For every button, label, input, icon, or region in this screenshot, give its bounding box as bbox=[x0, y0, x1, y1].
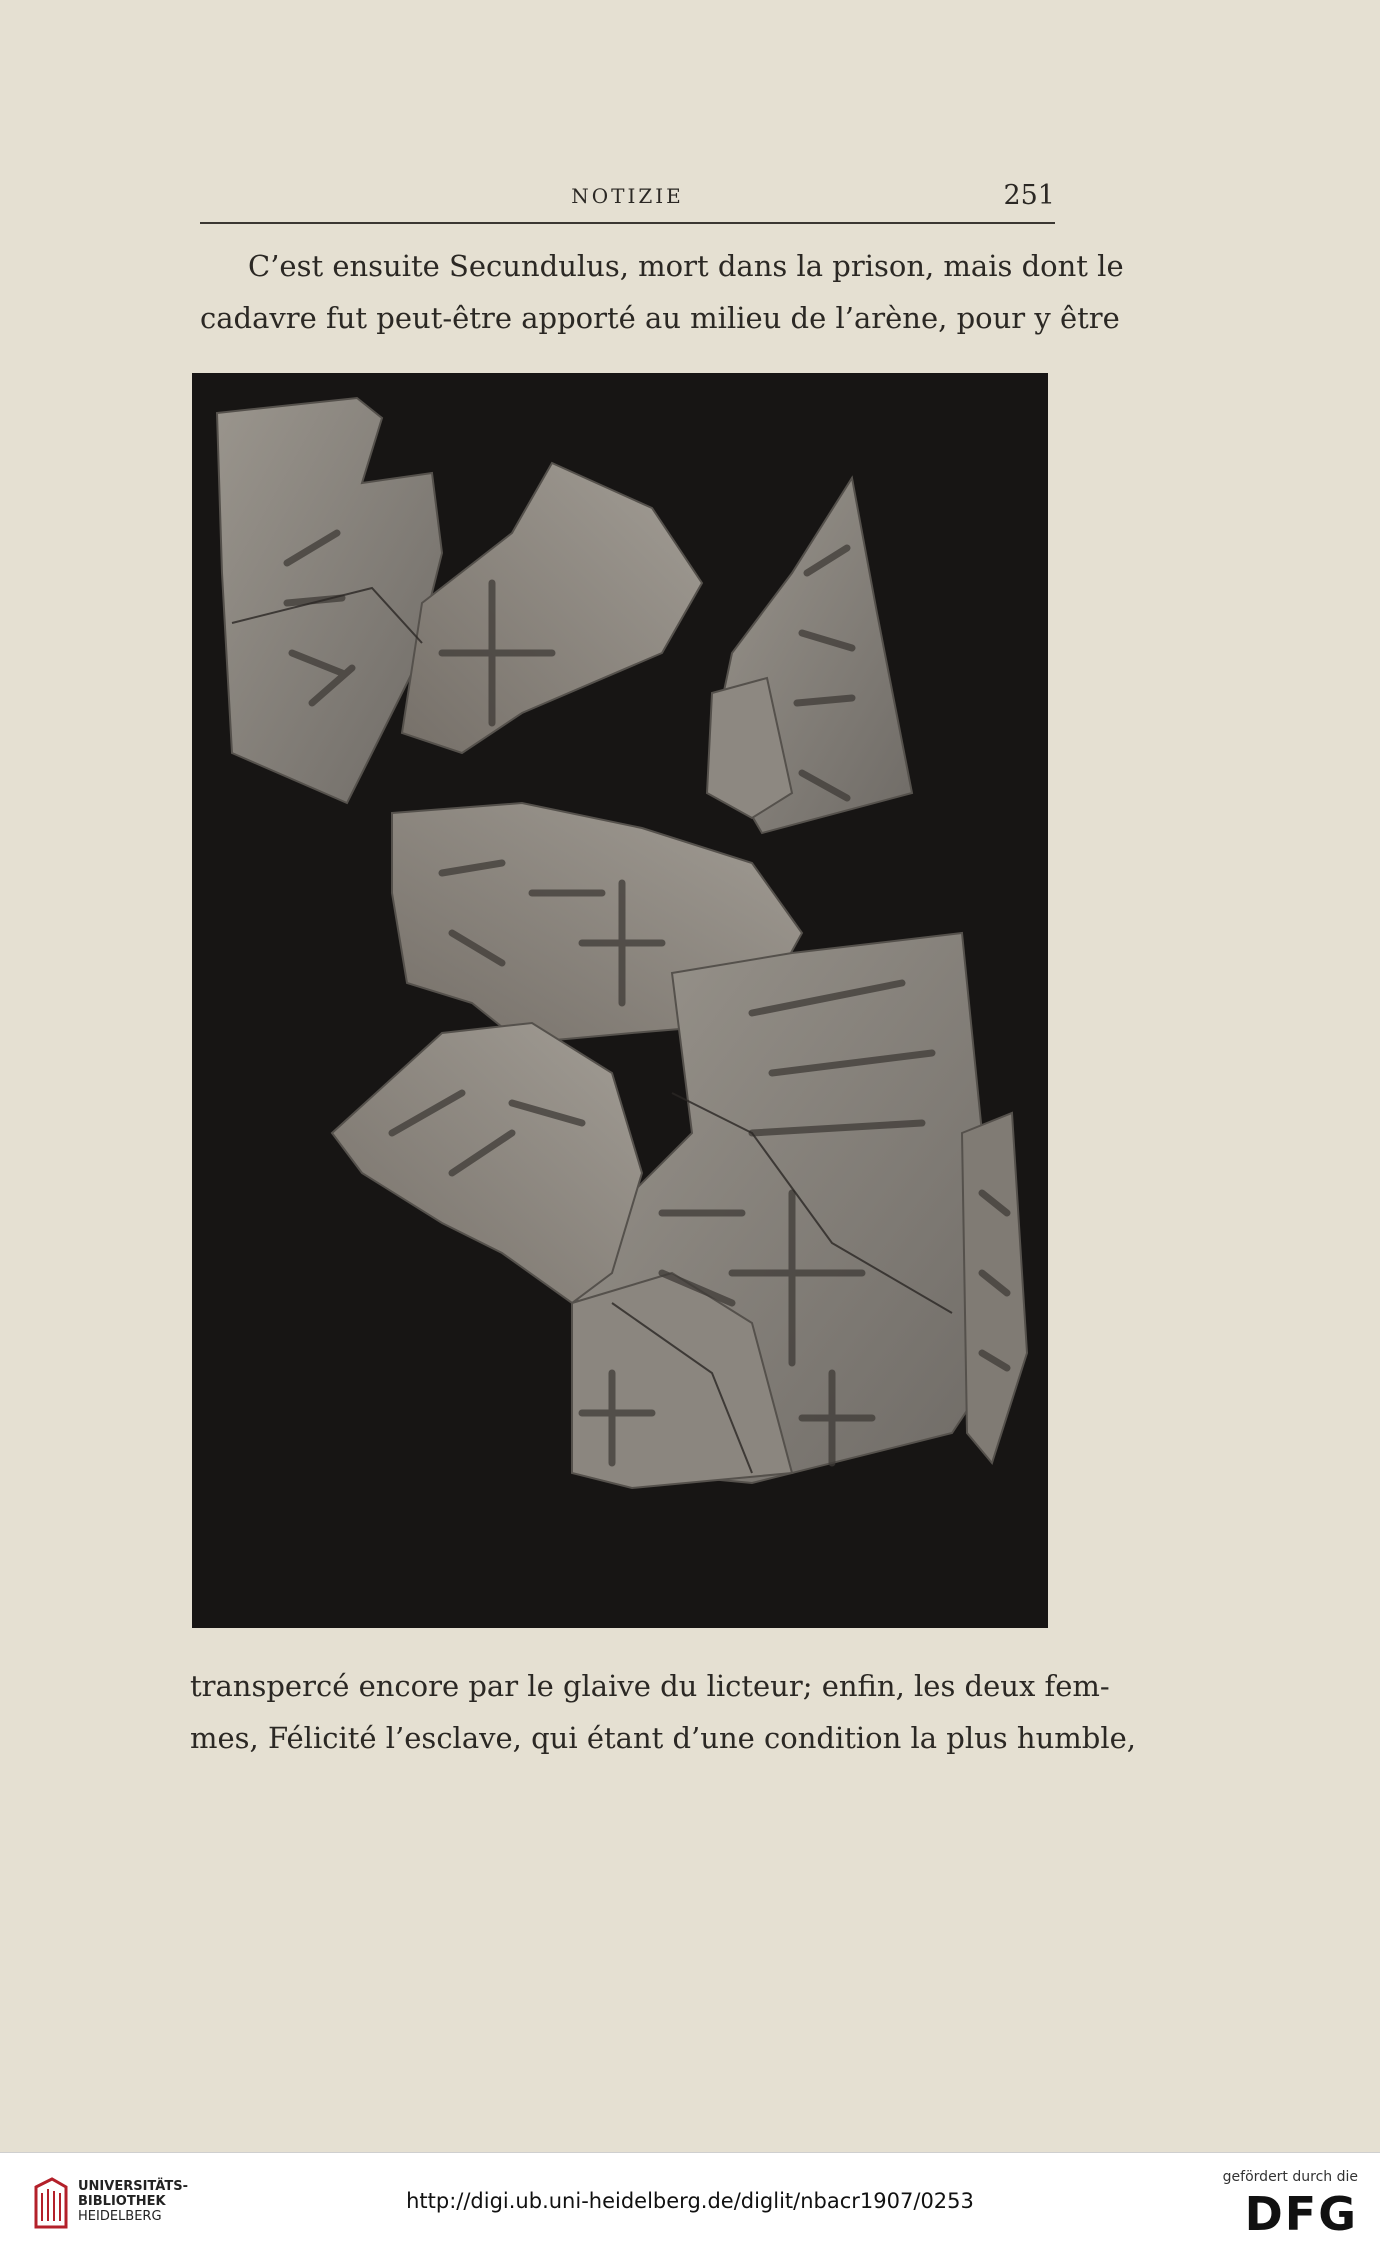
text-line: C’est ensuite Secundulus, mort dans la prison, mais dont le bbox=[248, 249, 1124, 283]
funded-label: gefördert durch die bbox=[1222, 2169, 1358, 2185]
viewer-footer bbox=[0, 2152, 1380, 2253]
paragraph-top bbox=[200, 240, 1124, 344]
library-line: BIBLIOTHEK bbox=[78, 2194, 166, 2209]
page-number: 251 bbox=[1003, 180, 1055, 211]
permalink-url[interactable]: http://digi.ub.uni-heidelberg.de/diglit/nbacr1907/0253 bbox=[406, 2189, 974, 2213]
text-line: mes, Félicité l’esclave, qui étant d’une condition la plus humble, bbox=[190, 1721, 1136, 1755]
paragraph-bottom bbox=[190, 1660, 1136, 1764]
running-title: NOTIZIE bbox=[571, 184, 684, 208]
library-line: HEIDELBERG bbox=[78, 2209, 162, 2224]
text-line: transpercé encore par le glaive du licteur; enfin, les deux fem- bbox=[190, 1669, 1110, 1703]
library-line: UNIVERSITÄTS- bbox=[78, 2179, 188, 2194]
text-line: cadavre fut peut-être apporté au milieu de l’arène, pour y être bbox=[200, 301, 1120, 335]
running-header bbox=[200, 180, 1055, 224]
inscription-fragments-illustration bbox=[192, 373, 1048, 1628]
funding-notice bbox=[1223, 2169, 1358, 2241]
inscription-plate-image bbox=[192, 373, 1048, 1628]
dfg-logo-icon[interactable]: DFG bbox=[1244, 2187, 1358, 2241]
